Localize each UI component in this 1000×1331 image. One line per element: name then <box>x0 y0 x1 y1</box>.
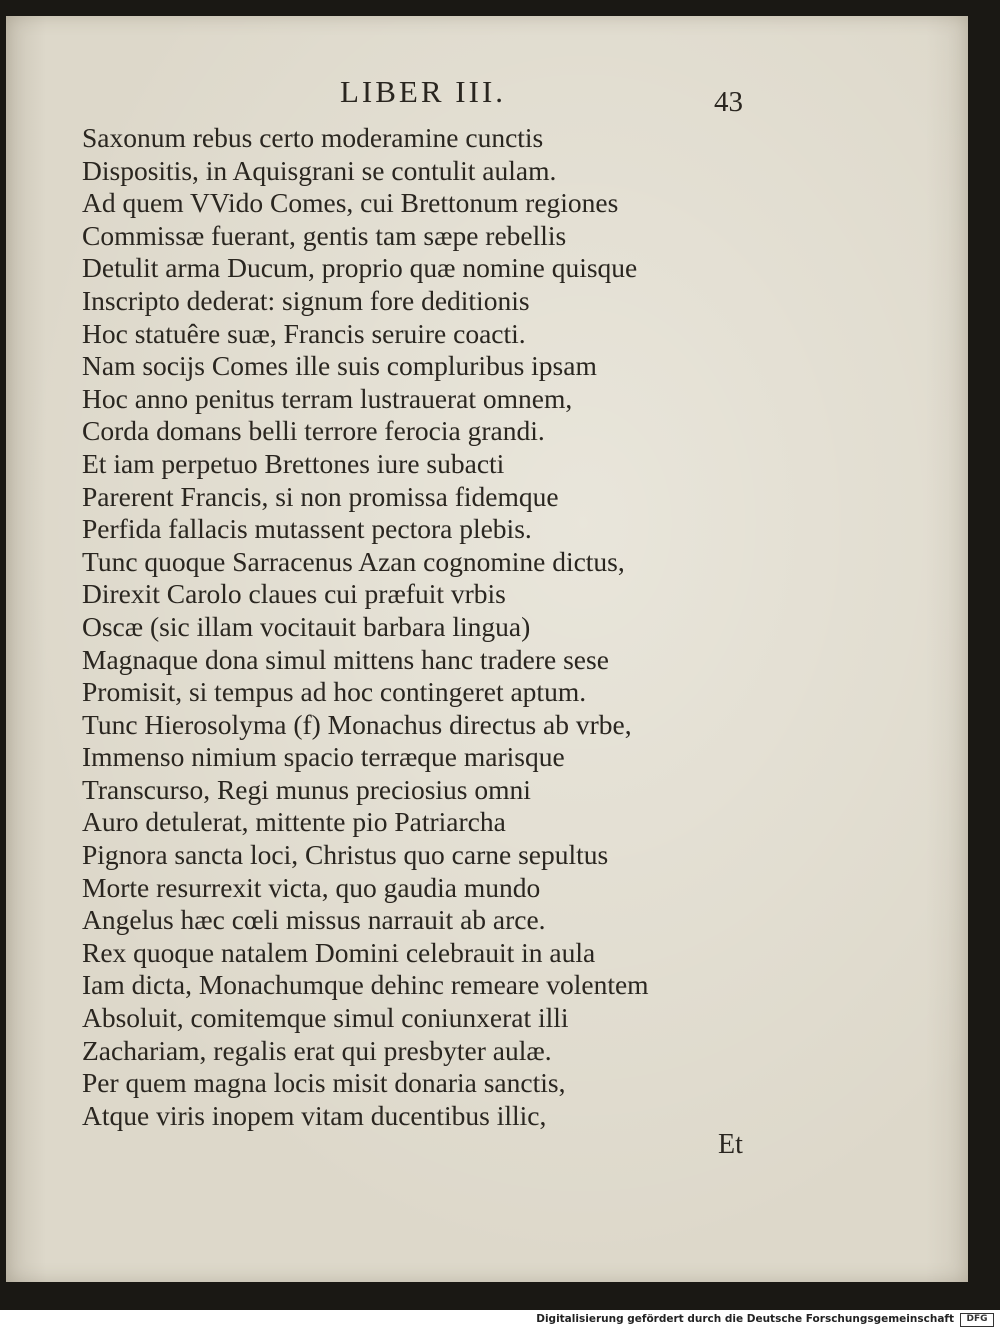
verse-line: Tunc Hierosolyma (f) Monachus directus ab vrbe, <box>82 708 632 740</box>
verse-line: Et iam perpetuo Brettones iure subacti <box>82 447 505 479</box>
verse-line: Detulit arma Ducum, proprio quæ nomine quisque <box>82 252 638 284</box>
verse-line: Perfida fallacis mutassent pectora plebis. <box>82 513 532 545</box>
verse-line: Direxit Carolo claues cui præfuit vrbis <box>82 578 506 610</box>
verse-line: Inscripto dederat: signum fore deditionis <box>82 284 530 316</box>
running-head: LIBER III. <box>340 74 507 109</box>
verse-line: Per quem magna locis misit donaria sanctis, <box>82 1067 566 1099</box>
verse-line: Parerent Francis, si non promissa fidemque <box>82 480 559 512</box>
verse-line: Ad quem VVido Comes, cui Brettonum regiones <box>82 187 619 219</box>
verse-line: Zachariam, regalis erat qui presbyter aulæ. <box>82 1034 552 1066</box>
funding-credit: Digitalisierung gefördert durch die Deutsche Forschungsgemeinschaft <box>536 1313 954 1325</box>
verse-line: Corda domans belli terrore ferocia grandi. <box>82 415 545 447</box>
verse-list <box>82 122 762 1132</box>
verse-line: Saxonum rebus certo moderamine cunctis <box>82 122 544 153</box>
verse-line: Morte resurrexit victa, quo gaudia mundo <box>82 871 541 903</box>
dfg-logo-icon: DFG <box>960 1313 994 1327</box>
verse-line: Angelus hæc cœli missus narrauit ab arce. <box>82 904 546 936</box>
verse-line: Iam dicta, Monachumque dehinc remeare volentem <box>82 969 649 1001</box>
verse-line: Tunc quoque Sarracenus Azan cognomine dictus, <box>82 545 625 577</box>
footer-bar <box>0 1310 1000 1331</box>
verse-line: Dispositis, in Aquisgrani se contulit aulam. <box>82 154 557 186</box>
verse-line: Pignora sancta loci, Christus quo carne sepultus <box>82 839 609 871</box>
verse-line: Hoc anno penitus terram lustrauerat omnem, <box>82 382 573 414</box>
verse-line: Auro detulerat, mittente pio Patriarcha <box>82 806 506 838</box>
verse-line: Rex quoque natalem Domini celebrauit in aula <box>82 936 596 968</box>
catchword: Et <box>718 1129 743 1160</box>
verse-line: Promisit, si tempus ad hoc contingeret aptum. <box>82 676 587 708</box>
verse-line: Commissæ fuerant, gentis tam sæpe rebellis <box>82 219 567 251</box>
verse-line: Immenso nimium spacio terræque marisque <box>82 741 565 773</box>
verse-line: Atque viris inopem vitam ducentibus illic, <box>82 1099 547 1131</box>
book-page <box>6 16 968 1282</box>
verse-line: Nam socijs Comes ille suis compluribus ipsam <box>82 350 597 382</box>
verse-line: Absoluit, comitemque simul coniunxerat illi <box>82 1002 569 1034</box>
verse-line: Oscæ (sic illam vocitauit barbara lingua) <box>82 610 531 642</box>
verse-line: Hoc statuêre suæ, Francis seruire coacti. <box>82 317 526 349</box>
verse-line: Transcurso, Regi munus preciosius omni <box>82 773 531 805</box>
verse-line: Magnaque dona simul mittens hanc tradere sese <box>82 643 609 675</box>
page-number: 43 <box>714 86 743 118</box>
